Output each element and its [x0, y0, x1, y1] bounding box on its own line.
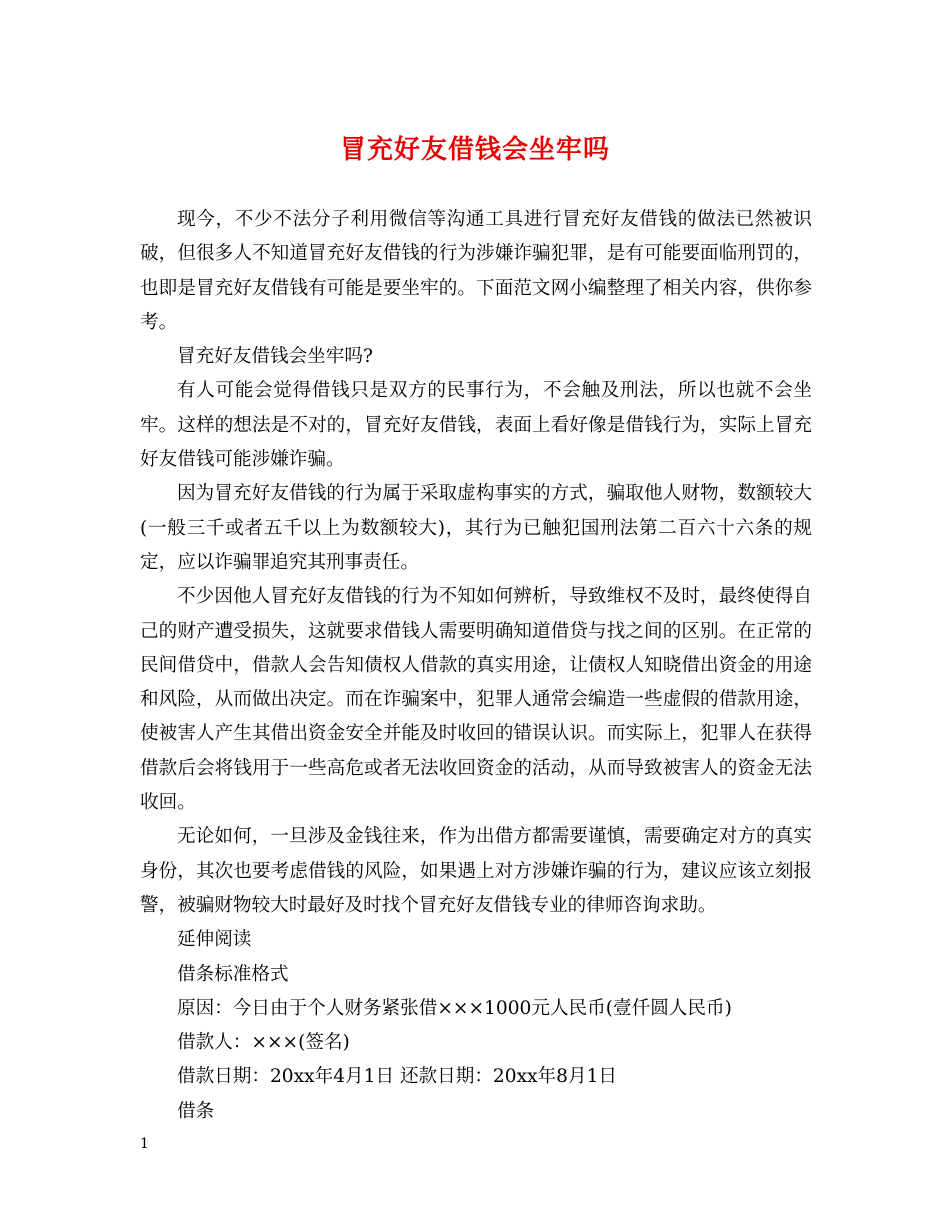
document-title: 冒充好友借钱会坐牢吗	[339, 135, 610, 165]
paragraph-fraud-law: 因为冒充好友借钱的行为属于采取虚构事实的方式，骗取他人财物，数额较大(一般三千或者五千以上为数额较大)，其行为已触犯国刑法第二百六十六条的规定，应以诈骗罪追究其刑事责任。	[140, 483, 812, 573]
paragraph-dates: 借款日期：20xx年4月1日 还款日期：20xx年8月1日	[177, 1066, 617, 1088]
document-body	[140, 203, 812, 1129]
paragraph-civil-act: 有人可能会觉得借钱只是双方的民事行为，不会触及刑法，所以也就不会坐牢。这样的想法是不对的，冒充好友借钱，表面上看好像是借钱行为，实际上冒充好友借钱可能涉嫌诈骗。	[140, 380, 812, 471]
paragraph-question: 冒充好友借钱会坐牢吗?	[177, 346, 373, 368]
paragraph-distinction: 不少因他人冒充好友借钱的行为不知如何辨析，导致维权不及时，最终使得自己的财产遭受损失，这就要求借钱人需要明确知道借贷与找之间的区别。在正常的民间借贷中，借款人会告知债权人借款的真实用途，让债权人知晓借出资金的用途和风险，从而做出决定。而在诈骗案中，犯罪人通常会编造一些虚假的借款用途，使被害人产生其借出资金安全并能及时收回的错误认识。而实际上，犯罪人在获得借款后会将钱用于一些高危或者无法收回资金的活动，从而导致被害人的资金无法收回。	[140, 586, 812, 814]
paragraph-advice: 无论如何，一旦涉及金钱往来，作为出借方都需要谨慎，需要确定对方的真实身份，其次也要考虑借钱的风险，如果遇上对方涉嫌诈骗的行为，建议应该立刻报警，被骗财物较大时最好及时找个冒充好友借钱专业的律师咨询求助。	[140, 826, 812, 916]
paragraph-reason: 原因：今日由于个人财务紧张借×××1000元人民币(壹仟圆人民币)	[177, 997, 732, 1019]
paragraph-iou-format: 借条标准格式	[177, 963, 289, 985]
paragraph-borrower: 借款人：×××(签名)	[177, 1032, 350, 1054]
paragraph-iou: 借条	[177, 1100, 215, 1122]
paragraph-extended-reading: 延伸阅读	[177, 929, 252, 951]
paragraph-intro: 现今，不少不法分子利用微信等沟通工具进行冒充好友借钱的做法已然被识破，但很多人不知道冒充好友借钱的行为涉嫌诈骗犯罪，是有可能要面临刑罚的，也即是冒充好友借钱有可能是要坐牢的。下面范文网小编整理了相关内容，供你参考。	[140, 209, 812, 333]
page-number: 1	[140, 1136, 149, 1152]
